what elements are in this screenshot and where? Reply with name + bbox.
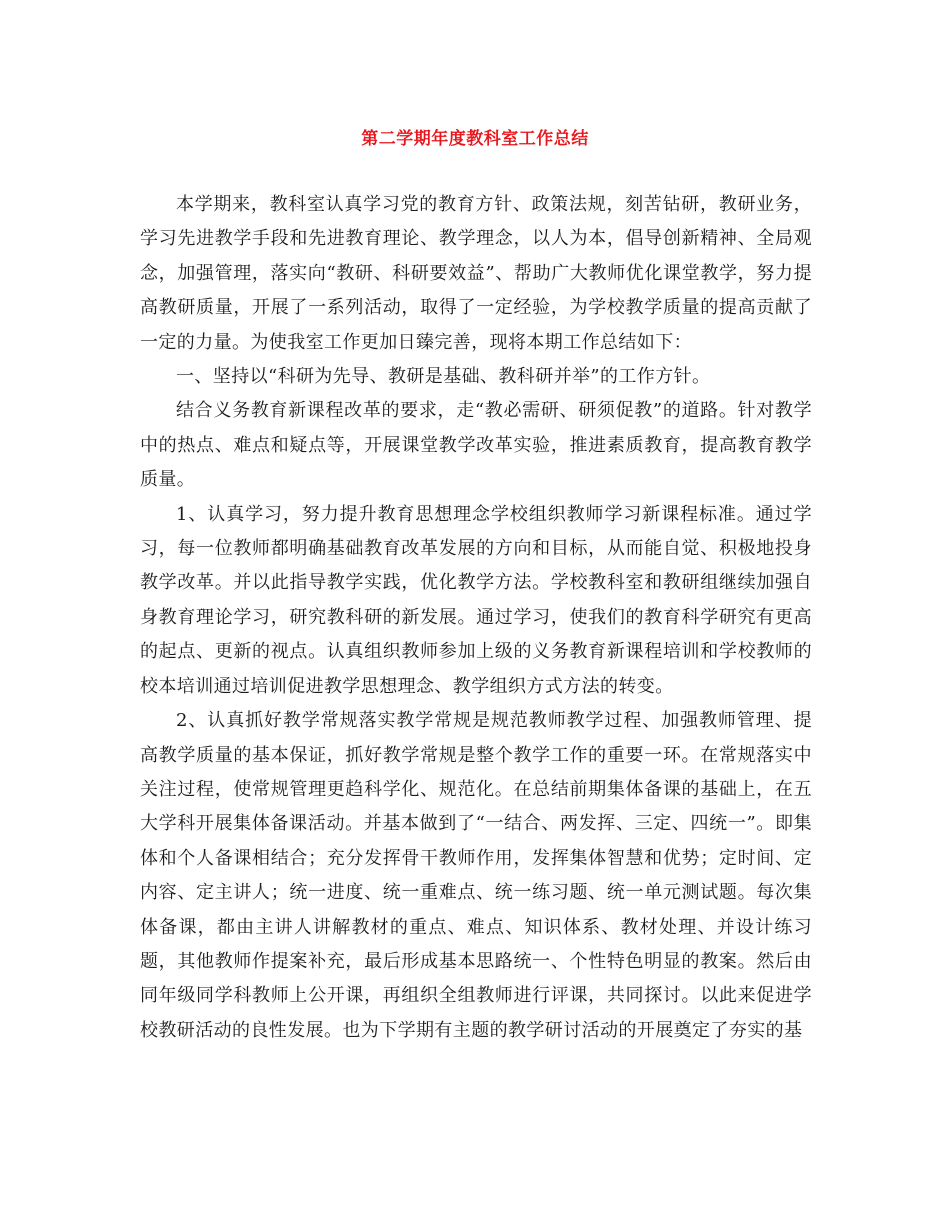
paragraph-item-2: 2、认真抓好教学常规落实教学常规是规范教师教学过程、加强教师管理、提高教学质量的基本保证，抓好教学常规是整个教学工作的重要一环。在常规落实中关注过程，使常规管理更趋科学化、规范化。在总结前期集体备课的基础上，在五大学科开展集体备课活动。并基本做到了“一结合、两发挥、三定、四统一”。即集体和个人备课相结合；充分发挥骨干教师作用，发挥集体智慧和优势；定时间、定内容、定主讲人；统一进度、统一重难点、统一练习题、统一单元测试题。每次集体备课，都由主讲人讲解教材的重点、难点、知识体系、教材处理、并设计练习题，其他教师作提案补充，最后形成基本思路统一、个性特色明显的教案。然后由同年级同学科教师上公开课，再组织全组教师进行评课，共同探讨。以此来促进学校教研活动的良性发展。也为下学期有主题的教学研讨活动的开展奠定了夯实的基 — [140, 710, 812, 1041]
paragraph-section-1-body: 结合义务教育新课程改革的要求，走“教必需研、研须促教”的道路。针对教学中的热点、难点和疑点等，开展课堂教学改革实验，推进素质教育，提高教育教学质量。 — [140, 400, 812, 491]
document-title: 第二学期年度教科室工作总结 — [361, 129, 589, 149]
paragraph-item-1: 1、认真学习，努力提升教育思想理念学校组织教师学习新课程标准。通过学习，每一位教师都明确基础教育改革发展的方向和目标，从而能自觉、积极地投身教学改革。并以此指导教学实践，优化教学方法。学校教科室和教研组继续加强自身教育理论学习，研究教科研的新发展。通过学习，使我们的教育科学研究有更高的起点、更新的视点。认真组织教师参加上级的义务教育新课程培训和学校教师的校本培训通过培训促进教学思想理念、教学组织方式方法的转变。 — [140, 503, 812, 697]
paragraph-intro: 本学期来，教科室认真学习党的教育方针、政策法规，刻苦钻研，教研业务，学习先进教学手段和先进教育理论、教学理念，以人为本，倡导创新精神、全局观念，加强管理，落实向“教研、科研要效益”、帮助广大教师优化课堂教学，努力提高教研质量，开展了一系列活动，取得了一定经验，为学校教学质量的提高贡献了一定的力量。为使我室工作更加日臻完善，现将本期工作总结如下： — [140, 194, 812, 353]
document-body — [140, 188, 812, 1048]
paragraph-section-1-heading: 一、坚持以“科研为先导、教研是基础、教科研并举”的工作方针。 — [176, 366, 711, 388]
